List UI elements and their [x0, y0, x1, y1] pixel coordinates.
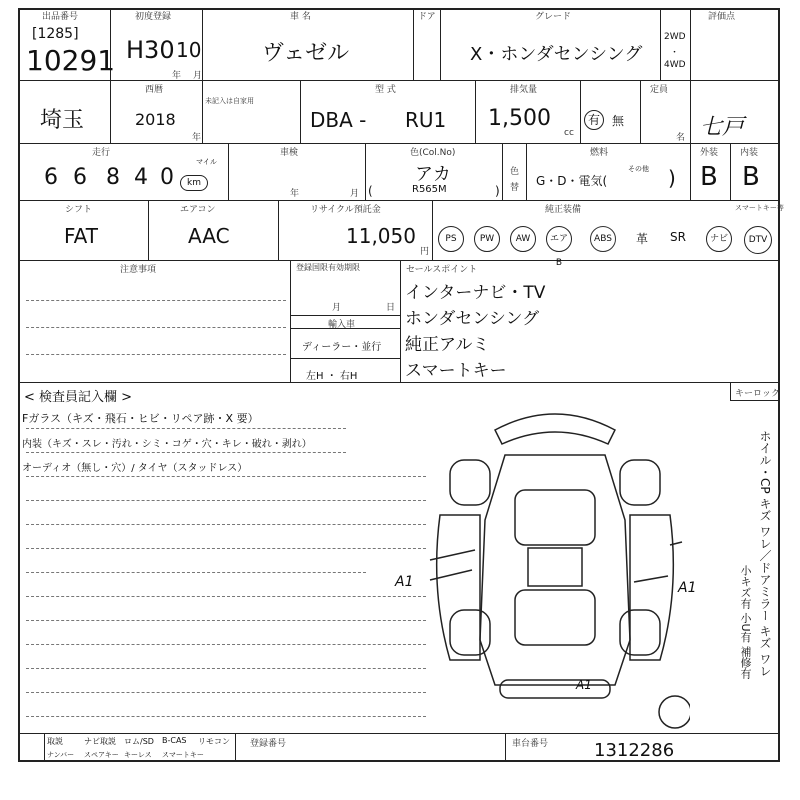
km-circled: km	[180, 175, 208, 191]
recycle-label: リサイクル預託金	[310, 205, 381, 215]
caution-label: 注意事項	[120, 265, 157, 275]
aircon-label: エアコン	[180, 205, 216, 215]
border-right	[778, 8, 780, 762]
sales-point: 純正アルミ	[405, 335, 490, 355]
keylock-label: キーロック	[735, 389, 780, 399]
fuel-text: G・D・電気(	[536, 174, 608, 188]
footer-item: 取説	[47, 737, 63, 746]
footer-item: スペアキー	[84, 751, 119, 759]
drive-dot: ・	[670, 48, 680, 58]
damage-line	[634, 576, 668, 582]
month-unit: 月	[193, 71, 203, 81]
year-ad: 2018	[135, 110, 176, 129]
car-right-side	[630, 515, 673, 660]
vline	[290, 260, 291, 382]
vline	[432, 200, 433, 260]
wheel-rear-right	[620, 610, 660, 655]
option-navi: ナビ	[706, 226, 732, 252]
color-code: R565M	[412, 184, 447, 195]
reg-day-unit: 日	[386, 303, 396, 313]
vline	[44, 733, 45, 760]
dashed-line	[26, 572, 366, 573]
recycle-amount: 11,050	[346, 224, 416, 248]
inspection-title: < 検査員記入欄 >	[24, 390, 133, 405]
car-left-side	[437, 515, 480, 660]
capacity-unit: 名	[676, 133, 686, 143]
chassis-number: 1312286	[594, 740, 675, 761]
hline-2	[18, 143, 780, 144]
car-name: ヴェゼル	[262, 41, 350, 66]
exterior-grade: B	[700, 162, 718, 192]
vline	[300, 80, 301, 143]
option-aw: AW	[510, 226, 536, 252]
hline	[730, 400, 780, 401]
cc-unit: cc	[564, 128, 574, 138]
damage-mark-right: A1	[678, 580, 697, 596]
prefecture: 埼玉	[40, 108, 85, 133]
dashed-line	[26, 300, 286, 301]
inspection-audio-tire: オーディオ（無し・穴）/ タイヤ（スタッドレス）	[22, 463, 248, 474]
inspection-label: 車検	[280, 148, 299, 158]
color-label: 色(Col.No)	[410, 148, 456, 158]
vline	[202, 8, 203, 80]
paren-close: )	[495, 184, 500, 198]
color-value: アカ	[415, 164, 451, 185]
vline	[400, 260, 401, 382]
option-abs: ABS	[590, 226, 616, 252]
mileage-digit: 6	[73, 165, 87, 190]
color-change-1: 色	[510, 167, 520, 177]
door-label: ドア	[418, 12, 436, 22]
inspection-interior: 内装（キズ・スレ・汚れ・シミ・コゲ・穴・キレ・破れ・剥れ）	[22, 439, 312, 450]
hline-4	[18, 260, 780, 261]
vline	[730, 382, 731, 400]
dashed-line	[26, 692, 426, 693]
registration-number-label: 登録番号	[250, 739, 287, 749]
seireki-label: 西暦	[145, 85, 164, 95]
inspection-year-unit: 年	[290, 189, 300, 199]
spare-wheel	[659, 696, 690, 728]
option-ps: PS	[438, 226, 464, 252]
vline	[365, 143, 366, 200]
car-rear-window	[515, 590, 595, 645]
wheel-rear-left	[450, 610, 490, 655]
exterior-label: 外装	[700, 148, 719, 158]
vline	[148, 200, 149, 260]
vline	[640, 80, 641, 143]
fuel-other: その他	[628, 165, 649, 173]
mileage-digit: 0	[160, 165, 174, 190]
damage-mark-rear: A1	[576, 678, 592, 692]
year-unit: 年	[172, 71, 182, 81]
interior-grade: B	[742, 162, 760, 192]
fuel-label: 燃料	[590, 148, 609, 158]
footer-item: リモコン	[198, 737, 230, 746]
hline-5	[18, 382, 780, 383]
dashed-line	[26, 500, 426, 501]
wheel-front-right	[620, 460, 660, 505]
mileage-digit: 4	[134, 165, 148, 190]
dashed-line	[26, 668, 426, 669]
footer-item: ナビ取説	[84, 737, 116, 746]
vline	[690, 8, 691, 80]
car-windshield	[515, 490, 595, 545]
dashed-line	[26, 596, 426, 597]
vline	[526, 143, 527, 200]
vline	[690, 143, 691, 200]
dealer-parallel: ディーラー・並行	[302, 342, 382, 353]
car-roof	[528, 548, 582, 586]
registration-label: 登録国限有効期限	[296, 263, 360, 272]
damage-line	[670, 542, 682, 545]
border-left	[18, 8, 20, 762]
sales-label: セールスポイント	[406, 265, 478, 275]
vline	[110, 80, 111, 143]
equipment-label: 純正装備	[545, 205, 582, 215]
drive-2wd: 2WD	[664, 32, 686, 42]
keyless-label: スマートキー等	[735, 204, 784, 212]
footer-item: ナンバー	[47, 751, 75, 759]
fuel-close: )	[668, 166, 676, 190]
aircon-value: AAC	[188, 224, 230, 248]
chassis-label: 車台番号	[512, 739, 549, 749]
sales-point: インターナビ・TV	[405, 283, 546, 303]
lot-number: 10291	[26, 44, 116, 77]
rear-bumper	[500, 680, 610, 698]
lot-label: 出品番号	[42, 12, 79, 22]
wheel-front-left	[450, 460, 490, 505]
footer-item: B-CAS	[162, 736, 187, 745]
dashed-line	[26, 524, 426, 525]
katashiki-label: 型 式	[375, 85, 396, 95]
vline	[580, 80, 581, 143]
car-roof-front	[495, 414, 615, 444]
color-change-2: 替	[510, 183, 520, 193]
handle-side: 左H ・ 右H	[306, 371, 358, 382]
dashed-line	[26, 548, 426, 549]
displacement: 1,500	[488, 106, 551, 131]
import-label: 輸入車	[328, 320, 356, 330]
side-note-wheel-mirror: ホイル・CP キズ ワレ／ドアミラー キズ ワレ	[758, 430, 772, 677]
mileage-digit: 6	[44, 165, 58, 190]
model-prefix: DBA -	[310, 108, 367, 132]
vline	[475, 80, 476, 143]
footer-item: ロム/SD	[124, 737, 154, 746]
era-year: H30	[126, 36, 175, 64]
reg-month-unit: 月	[332, 303, 342, 313]
vline	[730, 143, 731, 200]
grade-label: グレード	[535, 12, 572, 22]
dashed-line	[26, 327, 286, 328]
displacement-label: 排気量	[510, 85, 538, 95]
vline	[440, 8, 441, 80]
sub-number: [1285]	[32, 26, 79, 42]
reg-label: 初度登録	[135, 12, 172, 22]
option-sunroof: SR	[670, 230, 686, 244]
footer-item: スマートキー	[162, 751, 204, 759]
inspection-month-unit: 月	[350, 189, 360, 199]
vline	[235, 733, 236, 760]
option-dtv: DTV	[744, 226, 772, 254]
dashed-line	[26, 716, 426, 717]
yen-unit: 円	[420, 247, 430, 257]
sales-point: スマートキー	[405, 361, 507, 381]
footer-item: キーレス	[124, 751, 152, 759]
ari-circled: 有	[584, 110, 604, 130]
option-leather: 革	[636, 232, 649, 246]
car-diagram	[420, 400, 690, 730]
side-note-scratches: 小キズ有 小U有 補修有	[739, 565, 752, 680]
dashed-line	[26, 476, 426, 477]
vline	[505, 733, 506, 760]
vline	[502, 143, 503, 200]
eval-label: 評価点	[708, 12, 736, 22]
inspection-glass: Fガラス（キズ・飛石・ヒビ・リペア跡・X 要）	[22, 412, 259, 425]
hline-1	[18, 80, 780, 81]
hline-6	[18, 733, 780, 734]
mileage-digit: 8	[106, 165, 120, 190]
vline	[660, 8, 661, 80]
hline	[290, 358, 400, 359]
dashed-line	[26, 620, 426, 621]
vline	[413, 8, 414, 80]
name-label: 車 名	[290, 12, 311, 22]
grade-value: X・ホンダセンシング	[470, 44, 643, 65]
border-top	[18, 8, 780, 10]
interior-label: 内装	[740, 148, 759, 158]
drive-4wd: 4WD	[664, 60, 686, 70]
inspector-signature: 七戸	[700, 115, 745, 140]
mile-label: マイル	[196, 158, 217, 166]
shift-label: シフト	[65, 205, 93, 215]
hline-3	[18, 200, 780, 201]
vline	[202, 80, 203, 143]
dashed-line	[26, 354, 286, 355]
paren-open: (	[368, 184, 373, 198]
dashed-line	[26, 428, 346, 429]
dashed-line	[26, 644, 426, 645]
vline	[228, 143, 229, 200]
shift-value: FAT	[64, 224, 99, 248]
year-ad-unit: 年	[192, 133, 202, 143]
dashed-line	[26, 452, 346, 453]
vline	[690, 80, 691, 143]
sales-point: ホンダセンシング	[405, 309, 540, 329]
reg-month: 10	[176, 38, 202, 62]
capacity-label: 定員	[650, 85, 669, 95]
vline	[278, 200, 279, 260]
model-code: RU1	[405, 108, 447, 132]
hline	[290, 315, 400, 316]
mileage-label: 走行	[92, 148, 111, 158]
option-pw: PW	[474, 226, 500, 252]
damage-mark-left: A1	[395, 574, 414, 590]
unregistered-label: 未記入は自家用	[205, 97, 254, 105]
nashi: 無	[612, 114, 625, 128]
option-airbag: エアB	[546, 226, 572, 252]
